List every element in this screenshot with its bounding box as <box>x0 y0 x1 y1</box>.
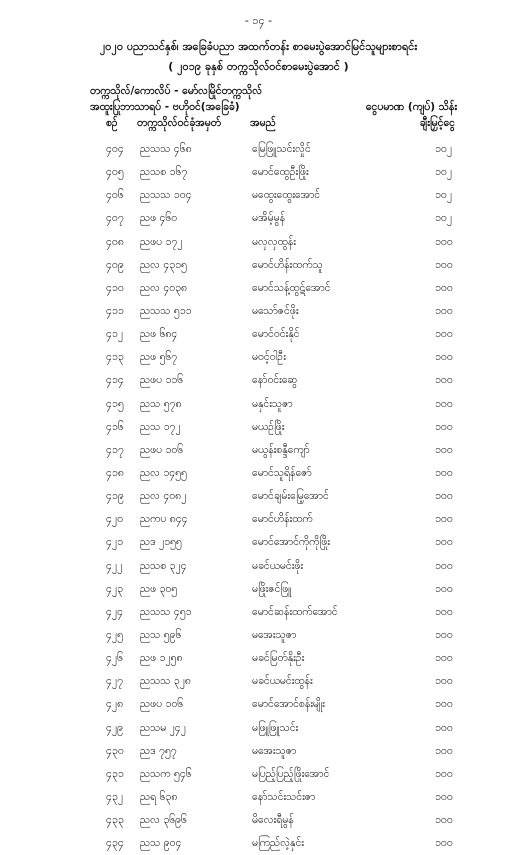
university-label: တက္ကသိုလ်/ကောလိပ် - မော်လမြိုင်တက္ကသိုလ် <box>90 85 263 97</box>
award-amount: ၁၀၀ <box>435 351 453 364</box>
column-header-no: စဉ် <box>106 117 118 129</box>
student-name: မထွေးထွေးအောင် <box>252 189 321 202</box>
award-amount: ၁၀၀ <box>435 744 453 757</box>
award-amount: ၁၀၀ <box>435 281 453 294</box>
row-number: ၄၃၂ <box>106 790 123 803</box>
award-amount: ၁၀၂ <box>435 143 452 155</box>
roll-number: ညဒ ၂၁၅၅ <box>140 536 182 549</box>
row-number: ၄၁၇ <box>106 443 124 456</box>
student-name: မိလေးရီမွန် <box>252 814 294 827</box>
student-name: မသော်ဇင်ဖိုး <box>252 304 299 317</box>
award-amount: ၁၀၀ <box>435 466 453 479</box>
table-row <box>0 184 517 207</box>
table-row <box>0 717 517 740</box>
row-number: ၄၂၇ <box>106 675 123 688</box>
roll-number: ညဖပ ၁၀၆ <box>140 443 184 456</box>
table-row <box>0 300 517 323</box>
roll-number: ညသသ ၃၂၈ <box>140 675 191 688</box>
student-name: မောင်ထွေဦးဖြိုး <box>252 166 309 179</box>
row-number: ၄၂၄ <box>106 605 123 618</box>
table-row <box>0 416 517 439</box>
table-row <box>0 740 517 763</box>
table-row <box>0 531 517 554</box>
roll-number: ညသ ၁၇၂ <box>140 420 181 433</box>
table-row <box>0 138 517 161</box>
row-number: ၄၀၅ <box>106 166 124 179</box>
table-row <box>0 207 517 230</box>
roll-number: ညဖ ၁၂၅၈ <box>140 652 183 665</box>
table-row <box>0 763 517 786</box>
roll-number: ညသက ၅၄၆ <box>140 767 192 780</box>
award-amount: ၁၀၀ <box>435 328 453 341</box>
roll-number: ညသသ ၄၅၁ <box>140 605 192 618</box>
roll-number: ညဖ ၄၆၀ <box>140 212 178 225</box>
column-header-roll: တက္ကသိုလ်ဝင်ခုံအမှတ် <box>137 117 221 129</box>
table-row <box>0 485 517 508</box>
award-amount: ၁၀၀ <box>435 536 453 549</box>
row-number: ၄၂၁ <box>106 536 123 549</box>
award-amount: ၁၀၀ <box>435 397 453 410</box>
student-name: နော်ဝင်းဆွေ <box>252 374 298 387</box>
row-number: ၄၀၆ <box>106 189 124 202</box>
table-row <box>0 578 517 601</box>
roll-number: ညဖ ၅၆၇ <box>140 351 178 364</box>
roll-number: ညသမ ၂၄၂ <box>140 721 186 734</box>
award-amount: ၁၀၀ <box>435 652 453 665</box>
award-amount: ၁၀၀ <box>435 814 453 827</box>
student-name: မောင်ဟိန်းထက် <box>252 513 313 526</box>
roll-number: ညဖ ၆၈၄ <box>140 328 178 341</box>
student-name: မခင်မြတ်နိုးဦး <box>252 652 305 665</box>
row-number: ၄၁၂ <box>106 328 123 341</box>
document-subtitle: ( ၂၀၁၉ ခုနှစ် တက္ကသိုလ်ဝင်စာမေးပွဲအောင် ) <box>168 60 349 73</box>
row-number: ၄၀၈ <box>106 235 124 248</box>
student-name: မောင်သူရိန်ဇော် <box>252 466 312 479</box>
table-row <box>0 508 517 531</box>
table-row <box>0 647 517 670</box>
row-number: ၄၃၁ <box>106 767 124 780</box>
student-name: မဝင့်ဝါဦး <box>252 351 286 364</box>
row-number: ၄၁၅ <box>106 397 124 410</box>
student-name: မယွန်းစန္ဒီကျော် <box>252 443 310 456</box>
row-number: ၄၃၄ <box>106 837 124 850</box>
row-number: ၄၀၇ <box>106 212 124 225</box>
roll-number: ညသ ၅၇၈ <box>140 397 182 410</box>
award-amount: ၁၀၀ <box>435 675 453 688</box>
student-name: မောင်ဟိန်းထက်သူ <box>252 258 323 271</box>
row-number: ၄၀၉ <box>106 258 124 271</box>
row-number: ၄၂၀ <box>106 513 123 526</box>
row-number: ၄၁၃ <box>106 351 124 364</box>
row-number: ၄၃၃ <box>106 814 124 827</box>
award-amount: ၁၀၀ <box>435 605 453 618</box>
award-amount: ၁၀၀ <box>435 628 453 641</box>
table-row <box>0 693 517 716</box>
table-row <box>0 439 517 462</box>
award-amount: ၁၀၀ <box>435 420 453 433</box>
roll-number: ညသ ၉၀၄ <box>140 837 182 850</box>
student-name: မအိမ့်မွန် <box>252 212 286 225</box>
award-amount: ၁၀၂ <box>435 212 452 225</box>
row-number: ၄၂၅ <box>106 628 123 641</box>
table-row <box>0 809 517 832</box>
roll-number: ညလ ၄၀၃၈ <box>140 281 188 294</box>
row-number: ၄၃၀ <box>106 744 124 757</box>
document-title: ၂၀၂၀ ပညာသင်နှစ်၊ အခြေခံပညာ အထက်တန်း စာမေးပွဲအောင်မြင်သူများစာရင်း <box>99 40 418 53</box>
table-row <box>0 346 517 369</box>
roll-number: ညသစ ၁၆၇ <box>140 166 188 179</box>
student-name: နော်သင်းသင်းဇာ <box>252 790 316 803</box>
table-row <box>0 832 517 855</box>
student-name: မခင်ယမင်းဖိုး <box>252 559 304 572</box>
award-amount: ၁၀၀ <box>435 582 453 595</box>
roll-number: ညသစ ၃၂၄ <box>140 559 187 572</box>
student-name: မခင်ယမင်းထွန်း <box>252 675 313 688</box>
roll-number: ညကပ ၈၄၄ <box>140 513 188 526</box>
table-row <box>0 277 517 300</box>
row-number: ၄၂၃ <box>106 582 123 595</box>
student-name: မောင်အောင်စန်းမျိုး <box>252 698 325 711</box>
roll-number: ညလ ၃၆၉၆ <box>140 814 187 827</box>
award-amount: ၁၀၀ <box>435 767 453 780</box>
row-number: ၄၂၆ <box>106 652 123 665</box>
roll-number: ညဖ ၃၀၅ <box>140 582 178 595</box>
award-amount: ၁၀၂ <box>435 189 452 202</box>
column-header-name: အမည် <box>250 117 276 129</box>
student-list <box>0 138 517 855</box>
roll-number: ညသသ ၁၀၄ <box>140 189 192 202</box>
roll-number: ညသ ၅၉၆ <box>140 628 182 641</box>
roll-number: ညလ ၁၄၅၅ <box>140 466 187 479</box>
table-row <box>0 624 517 647</box>
roll-number: ညလ ၄၀၈၂ <box>140 490 187 503</box>
row-number: ၄၁၀ <box>106 281 124 294</box>
student-name: မြေဖြူသင်းလှိုင် <box>252 143 311 155</box>
award-amount: ၁၀၀ <box>435 559 453 572</box>
student-name: မကြည်လဲ့နှင်း <box>252 837 304 850</box>
award-amount: ၁၀၀ <box>435 513 453 526</box>
table-row <box>0 393 517 416</box>
student-name: မယဉ်ဖြိုး <box>252 420 285 433</box>
table-row <box>0 555 517 578</box>
award-amount: ၁၀၀ <box>435 837 453 850</box>
table-row <box>0 601 517 624</box>
row-number: ၄၁၈ <box>106 466 124 479</box>
award-amount: ၁၀၀ <box>435 258 453 271</box>
row-number: ၄၁၄ <box>106 374 124 387</box>
row-number: ၄၁၉ <box>106 490 124 503</box>
student-name: မဖြိုးဇင်ဖြူ <box>252 582 292 595</box>
page-number: - ၁၄ - <box>244 14 273 27</box>
table-row <box>0 670 517 693</box>
award-amount: ၁၀၀ <box>435 374 453 387</box>
table-row <box>0 369 517 392</box>
student-name: မပြည့်ပြည့်ဖြိုးအောင် <box>252 767 330 780</box>
row-number: ၄၁၆ <box>106 420 124 433</box>
student-name: မအေးသူဇာ <box>252 744 297 757</box>
award-amount: ၁၀၀ <box>435 490 453 503</box>
roll-number: ညဖပ ၁၀၆ <box>140 698 184 711</box>
table-row <box>0 323 517 346</box>
award-amount: ၁၀၀ <box>435 790 453 803</box>
row-number: ၄၂၂ <box>106 559 123 572</box>
amount-header: ငွေပမာဏ (ကျပ်) သိန်း <box>365 101 457 113</box>
table-row <box>0 254 517 277</box>
roll-number: ညသသ ၅၁၁ <box>140 304 192 317</box>
roll-number: ညရ ၆၃၈ <box>140 790 178 803</box>
roll-number: ညသသ ၄၆၈ <box>140 143 192 155</box>
student-name: မောင်ဝင်းနိုင် <box>252 328 300 341</box>
roll-number: ညဖပ ၁၁၆ <box>140 374 184 387</box>
student-name: မအေးသူဇာ <box>252 628 297 641</box>
award-amount: ၁၀၂ <box>435 166 452 179</box>
student-name: မောင်ချမ်းမြေ့အောင် <box>252 490 329 503</box>
student-name: မောင်အောင်ကိုကိုဖြိုး <box>252 536 330 549</box>
row-number: ၄၂၉ <box>106 721 123 734</box>
student-name: မနှင်းသူဇာ <box>252 397 293 410</box>
award-amount: ၁၀၀ <box>435 443 453 456</box>
award-amount: ၁၀၀ <box>435 698 453 711</box>
student-name: မလှလှထွန်း <box>252 235 296 248</box>
award-amount: ၁၀၀ <box>435 235 453 248</box>
table-row <box>0 786 517 809</box>
table-row <box>0 231 517 254</box>
row-number: ၄၀၄ <box>106 143 124 155</box>
row-number: ၄၁၁ <box>106 304 124 317</box>
row-number: ၄၂၈ <box>106 698 124 711</box>
roll-number: ညဖပ ၁၇၂ <box>140 235 183 248</box>
roll-number: ညဒ ၇၅၇ <box>140 744 177 757</box>
award-amount: ၁၀၀ <box>435 304 453 317</box>
table-row <box>0 462 517 485</box>
student-name: မဖြူဖြူသင်း <box>252 721 299 734</box>
award-amount: ၁၀၀ <box>435 721 453 734</box>
major-label: အထူးပြုဘာသာရပ် - ဗဟိုဝင်(အခြေခံ) <box>90 101 240 113</box>
table-row <box>0 161 517 184</box>
amount-subheader: ချီးမြှင့်ငွေ <box>419 117 455 129</box>
student-name: မောင်ဆန်းထက်အောင် <box>252 605 338 618</box>
student-name: မောင်သန့်ထွဋ်အောင် <box>252 281 331 294</box>
roll-number: ညလ ၄၃၁၅ <box>140 258 187 271</box>
